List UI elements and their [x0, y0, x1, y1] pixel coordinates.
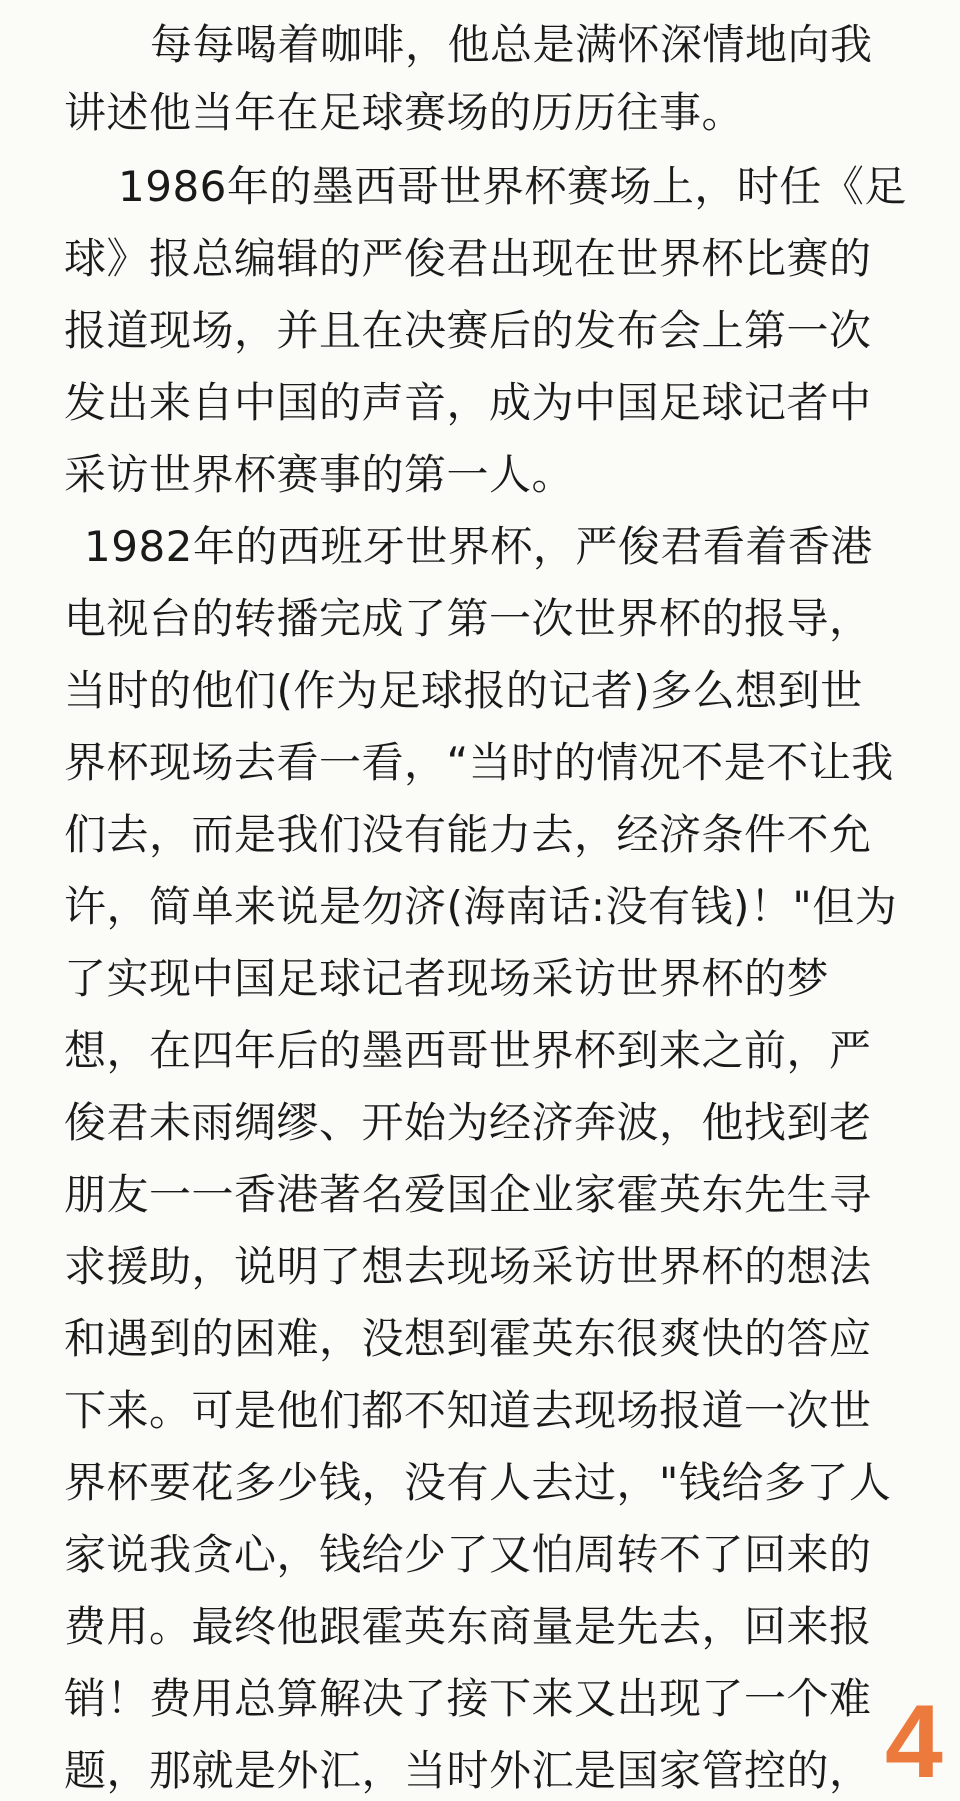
text-line: 当时的他们(作为足球报的记者)多么想到世: [64, 666, 863, 715]
text-line: 1986年的墨西哥世界杯赛场上，时任《足: [118, 162, 907, 211]
text-line: 1982年的西班牙世界杯，严俊君看着香港: [84, 522, 873, 571]
text-line: 球》报总编辑的严俊君出现在世界杯比赛的: [64, 234, 872, 283]
text-line: 求援助，说明了想去现场采访世界杯的想法: [64, 1242, 872, 1291]
text-line: 讲述他当年在足球赛场的历历往事。: [64, 88, 745, 137]
text-line: 朋友一一香港著名爱国企业家霍英东先生寻: [64, 1170, 872, 1219]
text-line: 界杯要花多少钱，没有人去过，"钱给多了人: [64, 1458, 892, 1507]
text-line: 们去，而是我们没有能力去，经济条件不允: [64, 810, 872, 859]
text-line: 采访世界杯赛事的第一人。: [64, 450, 575, 499]
text-line: 每每喝着咖啡，他总是满怀深情地向我: [150, 20, 873, 69]
text-line: 题，那就是外汇，当时外汇是国家管控的，: [64, 1746, 872, 1795]
text-line: 俊君未雨绸缪、开始为经济奔波，他找到老: [64, 1098, 872, 1147]
text-line: 电视台的转播完成了第一次世界杯的报导，: [64, 594, 872, 643]
text-line: 界杯现场去看一看，“当时的情况不是不让我: [64, 738, 894, 787]
text-line: 了实现中国足球记者现场采访世界杯的梦: [64, 954, 830, 1003]
text-line: 和遇到的困难，没想到霍英东很爽快的答应: [64, 1314, 872, 1363]
page-number: 4: [885, 1684, 943, 1800]
text-line: 想，在四年后的墨西哥世界杯到来之前，严: [64, 1026, 872, 1075]
text-line: 报道现场，并且在决赛后的发布会上第一次: [64, 306, 872, 355]
text-line: 许，简单来说是勿济(海南话:没有钱)！"但为: [64, 882, 898, 931]
text-line: 下来。可是他们都不知道去现场报道一次世: [64, 1386, 872, 1435]
text-line: 发出来自中国的声音，成为中国足球记者中: [64, 378, 872, 427]
text-line: 销！费用总算解决了接下来又出现了一个难: [64, 1674, 872, 1723]
text-line: 费用。最终他跟霍英东商量是先去，回来报: [64, 1602, 872, 1651]
text-line: 家说我贪心，钱给少了又怕周转不了回来的: [64, 1530, 872, 1579]
